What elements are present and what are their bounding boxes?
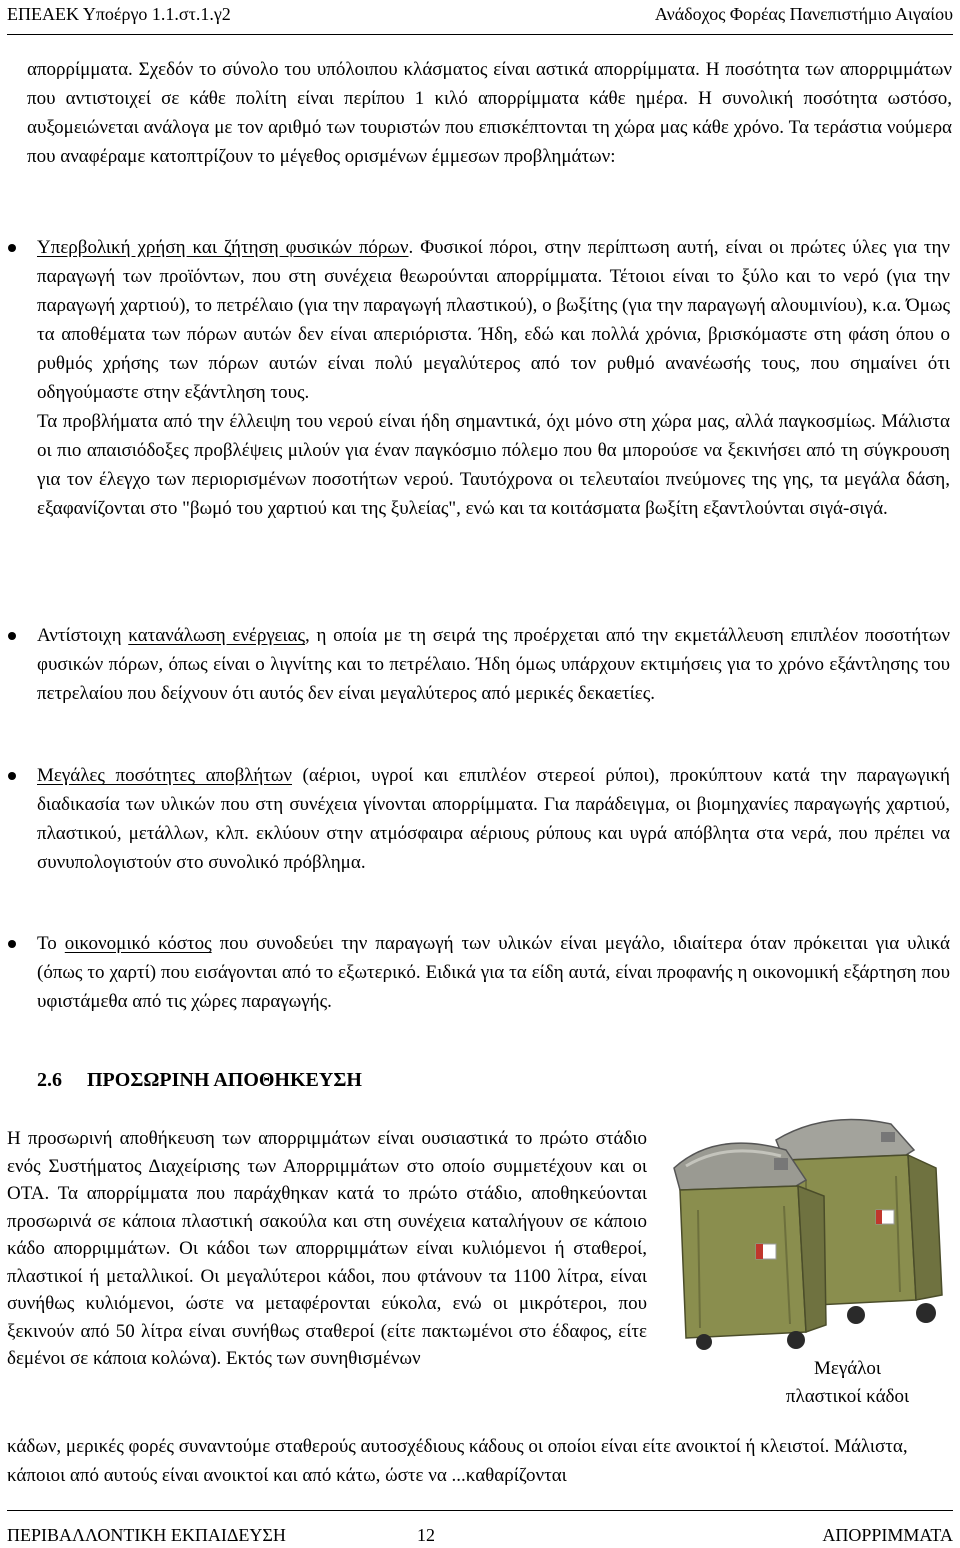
page-number: 12 [417, 1525, 435, 1545]
bins-image [656, 1110, 951, 1350]
header-right: Ανάδοχος Φορέας Πανεπιστήμιο Αιγαίου [654, 4, 953, 24]
list-item-topic: Μεγάλες ποσότητες αποβλήτων [37, 765, 292, 786]
page-footer [7, 1510, 953, 1546]
section-heading [37, 1069, 362, 1092]
list-item-extra: Τα προβλήματα από την έλλειψη του νερού είναι ήδη σημαντικά, όχι μόνο στη χώρα μας, αλλά παγκοσμίως. Μάλιστα οι πιο απαισιόδοξες προβλέψεις μιλούν για έναν παγκόσμιο πόλεμο που θα μπορούσε να ξεκινήσει από τη σύγκρουση για τον έλεγχο των περιορισμένων ποσοτήτων νερού. Ταυτόχρονα οι τελευταίοι πνεύμονες της γης, τα μεγάλα δάση, εξαφανίζονται στο "βωμό του χαρτιού και της ξυλείας", ενώ και τα κοιτάσματα βωξίτη εξαντλούνται σιγά-σιγά. [37, 411, 950, 519]
list-item-topic: Υπερβολική χρήση και ζήτηση φυσικών πόρων [37, 237, 409, 258]
image-caption [740, 1355, 955, 1411]
section-title: ΠΡΟΣΩΡΙΝΗ ΑΠΟΘΗΚΕΥΣΗ [87, 1069, 362, 1091]
bullet-icon [8, 940, 16, 948]
list-item-text: Το οικονομικό κόστος που συνοδεύει την παραγωγή των υλικών είναι μεγάλο, ιδιαίτερα όταν πρόκειται για υλικά (όπως το χαρτί) που εισάγονται από το εξωτερικό. Ειδικά για τα είδη αυτά, είναι προφανής η οικονομική εξάρτηση που υφιστάμεθα από τις χώρες παραγωγής. [37, 933, 950, 1012]
list-item-text: Μεγάλες ποσότητες αποβλήτων (αέριοι, υγροί και επιπλέον στερεοί ρύποι), προκύπτουν κατά την παραγωγική διαδικασία των υλικών που στη συνέχεια γίνονται απορρίμματα. Για παράδειγμα, οι βιομηχανίες παραγωγής χαρτιού, πλαστικού, μετάλλων, κλπ. εκλύουν στην ατμόσφαιρα αέριους ρύπους και υγρά απόβλητα στα νερά, που πρέπει να συνυπολογιστούν στο συνολικό πρόβλημα. [37, 765, 950, 873]
page-header [7, 4, 953, 35]
footer-left: ΠΕΡΙΒΑΛΛΟΝΤΙΚΗ ΕΚΠΑΙΔΕΥΣΗ [7, 1525, 286, 1545]
intro-text: απορρίμματα. Σχεδόν το σύνολο του υπόλοιπου κλάσματος είναι αστικά απορρίμματα. Η ποσότητα των απορριμμάτων που αντιστοιχεί σε κάθε πολίτη είναι περίπου 1 κιλό απορρίμματα κάθε ημέρα. Η συνολική ποσότητα ωστόσο, αυξομειώνεται ανάλογα με τον αριθμό των τουριστών που επισκέπτονται τη χώρα μας κάθε χρόνο. Τα τεράστια νούμερα που αναφέραμε κατοπτρίζουν το μέγεθος ορισμένων έμμεσων προβλημάτων: [27, 59, 952, 167]
header-left: ΕΠΕΑΕΚ Υποέργο 1.1.στ.1.γ2 [7, 4, 231, 24]
intro-paragraph [27, 55, 952, 171]
list-item [37, 761, 950, 877]
caption-line-2: πλαστικοί κάδοι [785, 1386, 910, 1407]
bullet-icon [8, 632, 16, 640]
section-continuation [7, 1432, 952, 1490]
bullet-icon [8, 772, 16, 780]
list-item-text: Υπερβολική χρήση και ζήτηση φυσικών πόρων. Φυσικοί πόροι, στην περίπτωση αυτή, είναι οι πρώτες ύλες για την παραγωγή των προϊόντων, που στη συνέχεια θεωρούνται απορρίμματα. Τέτοιοι είναι το ξύλο και το νερό (για την παραγωγή χαρτιού), το πετρέλαιο (για την παραγωγή πλαστικού), ο βωξίτης (για την παραγωγή αλουμινίου), κ.α. Όμως τα αποθέματα των πόρων αυτών δεν είναι απεριόριστα. Ήδη, εδώ και πολλά χρόνια, βρισκόμαστε στη φάση όπου ο ρυθμός χρήσης των πόρων αυτών είναι πολύ μεγαλύτερος από τον ρυθμό ανανέωσής τους, που σημαίνει ότι οδηγούμαστε στην εξάντληση τους. [37, 237, 951, 403]
list-item [37, 621, 950, 708]
list-item [37, 929, 950, 1016]
waste-bins-illustration [656, 1110, 951, 1350]
section-number: 2.6 [37, 1069, 62, 1091]
bullet-icon [8, 244, 16, 252]
caption-line-1: Μεγάλοι [813, 1358, 882, 1379]
list-item-topic: κατανάλωση ενέργειας [128, 625, 306, 646]
section-body [7, 1125, 647, 1373]
section-body-text: Η προσωρινή αποθήκευση των απορριμμάτων είναι ουσιαστικά το πρώτο στάδιο ενός Συστήματος Διαχείρισης των Απορριμμάτων στο οποίο συμμετέχουν και οι ΟΤΑ. Τα απορρίμματα που παράχθηκαν κατά το πρώτο στάδιο, αποθηκεύονται προσωρινά σε κάποια πλαστική σακούλα και στη συνέχεια καταλήγουν σε κάποιο κάδο απορριμμάτων. Οι κάδοι των απορριμμάτων είναι κυλιόμενοι ή σταθεροί, πλαστικοί ή μεταλλικοί. Οι μεγαλύτεροι κάδοι, που φτάνουν τα 1100 λίτρα, είναι συνήθως κυλιόμενοι, ώστε να μεταφέρονται εύκολα, ενώ οι μικρότεροι, που ξεκινούν από 50 λίτρα είναι συνήθως σταθεροί (είτε πακτωμένοι στο έδαφος, είτε δεμένοι σε κάποια κολώνα). Εκτός των συνηθισμένων [7, 1128, 647, 1369]
list-item-topic: οικονομικό κόστος [64, 933, 212, 954]
footer-right: ΑΠΟΡΡΙΜΜΑΤΑ [822, 1525, 953, 1545]
list-item [37, 233, 950, 523]
section-continuation-text: κάδων, μερικές φορές συναντούμε σταθερούς αυτοσχέδιους κάδους οι οποίοι είναι είτε ανοικτοί ή κλειστοί. Μάλιστα, κάποιοι από αυτούς είναι ανοικτοί και από κάτω, ώστε να ...καθαρίζονται [7, 1436, 908, 1486]
list-item-text: Αντίστοιχη κατανάλωση ενέργειας, η οποία με τη σειρά της προέρχεται από την εκμετάλλευση επιπλέον ποσοτήτων φυσικών πόρων, όπως είναι ο λιγνίτης και το πετρέλαιο. Ήδη όμως υπάρχουν εκτιμήσεις για το χρόνο εξάντλησης του πετρελαίου που δείχνουν ότι αυτός δεν είναι μεγαλύτερος από μερικές δεκαετίες. [37, 625, 950, 704]
